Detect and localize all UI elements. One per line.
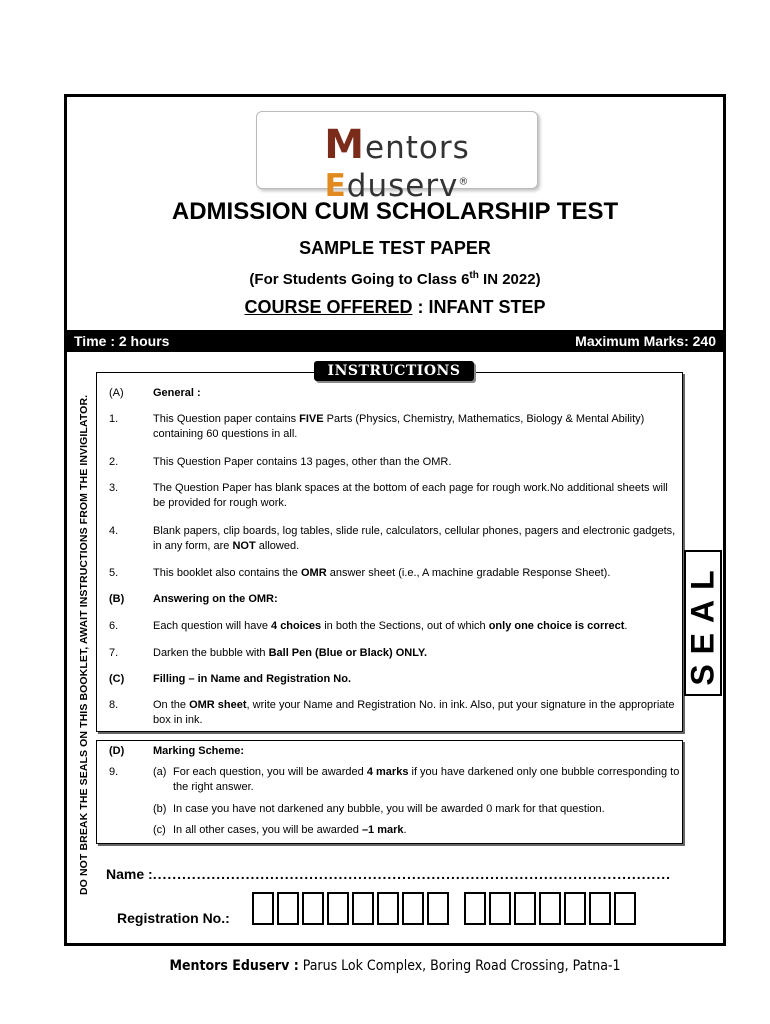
course-line: COURSE OFFERED : INFANT STEP [244,297,546,317]
logo-word2: duserv [346,168,459,204]
registration-digit-box[interactable] [402,892,424,925]
registration-digit-box[interactable] [327,892,349,925]
page-title: ADMISSION CUM SCHOLARSHIP TEST [171,198,619,225]
name-field[interactable] [106,866,671,882]
registration-digit-box[interactable] [427,892,449,925]
name-label: Name : [106,866,153,882]
logo [256,111,538,204]
registration-digit-box[interactable] [302,892,324,925]
logo-text [257,122,537,204]
registration-digit-box[interactable] [614,892,636,925]
registration-label: Registration No.: [117,910,230,926]
footer [64,958,726,974]
max-marks-text: Maximum Marks: 240 [575,333,716,349]
footer-address: Parus Lok Complex, Boring Road Crossing, Patna-1 [298,958,621,974]
registration-boxes[interactable] [252,892,639,925]
instructions-box: (A) General : 1. This Question paper contains FIVE Parts (Physics, Chemistry, Mathematics, Biology & Mental Ability) containing 60 questions in all. 2. This Question Paper contains 13 pages, other than the OMR. 3. The Question Paper has blank spaces at the bottom of each page for rough work.No additional sheets will be provided for rough work. 4. Blank papers, clip boards, log tables, slide rule, calculators, cellular phones, pagers and electronic gadgets, in any form, are NOT allowed. 5. This booklet also contains the OMR answer sheet (i.e., A machine gradable Response Sheet). (B) Answering on the OMR: 6. Each question will have 4 choices in both the Sections, out of which only one choice is correct. 7. Darken the bubble with Ball Pen (Blue or Black) ONLY. (C) Filling – in Name and Registration No. 8. On the OMR sheet, write your Name and Registration No. in ink. Also, put your signature in the appropriate box in ink. [96,372,683,732]
logo-letter-e: E [324,168,347,204]
marking-scheme-box: (D) Marking Scheme: 9. (a) For each question, you will be awarded 4 marks if you have darkened only one bubble corresponding to the right answer. (b) In case you have not darkened any bubble, you will be awarded 0 mark for that question. (c) In all other cases, you will be awarded –1 mark. [96,740,683,844]
registration-digit-box[interactable] [589,892,611,925]
registration-digit-box[interactable] [352,892,374,925]
registration-digit-box[interactable] [377,892,399,925]
footer-brand: Mentors Eduserv : [169,958,299,974]
class-line: (For Students Going to Class 6th IN 2022) [249,270,541,288]
course-label: COURSE OFFERED [244,297,413,317]
registration-digit-box[interactable] [464,892,486,925]
registration-digit-box[interactable] [489,892,511,925]
logo-letter-m: M [324,122,366,168]
seal-box [684,550,722,696]
seal-text: SEAL [684,560,721,686]
registration-digit-box[interactable] [514,892,536,925]
course-value: INFANT STEP [428,297,546,317]
registration-digit-box[interactable] [539,892,561,925]
registration-digit-box[interactable] [277,892,299,925]
logo-word1: entors [365,130,470,166]
time-text: Time : 2 hours [74,333,170,349]
instructions-heading: INSTRUCTIONS [314,361,474,381]
page-subtitle: SAMPLE TEST PAPER [299,238,491,258]
registration-digit-box[interactable] [252,892,274,925]
side-note: DO NOT BREAK THE SEALS ON THIS BOOKLET, AWAIT INSTRUCTIONS FROM THE INVIGILATOR. [78,394,90,895]
name-dots: .......................................................................................................... [152,866,671,882]
registration-digit-box[interactable] [564,892,586,925]
registered-mark: ® [458,176,470,188]
time-bar [64,330,726,352]
